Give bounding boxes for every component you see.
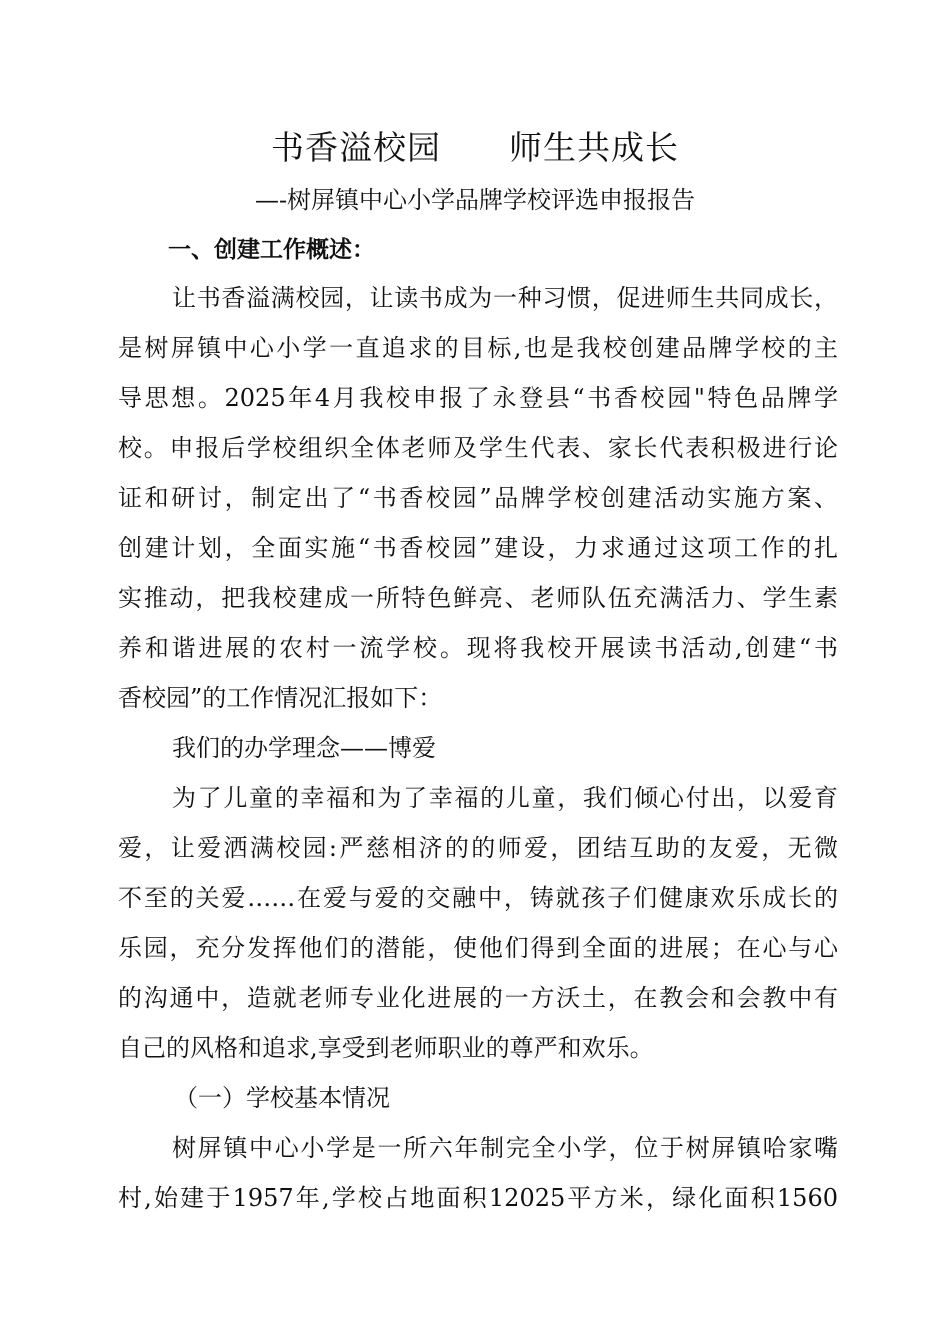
paragraph-line: 的沟通中，造就老师专业化进展的一方沃土，在教会和会教中有 (118, 984, 838, 1012)
paragraph-line: 自己的风格和追求,享受到老师职业的尊严和欢乐。 (118, 1034, 654, 1062)
paragraph-line: 导思想。2025年4月我校申报了永登县“书香校园"特色品牌学 (118, 384, 838, 412)
paragraph-line: 实推动，把我校建成一所特色鲜亮、老师队伍充满活力、学生素 (118, 584, 838, 612)
paragraph-line: 是树屏镇中心小学一直追求的目标,也是我校创建品牌学校的主 (118, 334, 838, 362)
paragraph-line: 乐园，充分发挥他们的潜能，使他们得到全面的进展；在心与心 (118, 934, 838, 962)
paragraph-line: 香校园”的工作情况汇报如下： (118, 684, 443, 712)
document-subtitle: —-树屏镇中心小学品牌学校评选申报报告 (254, 186, 696, 214)
paragraph-line: 校。申报后学校组织全体老师及学生代表、家长代表积极进行论 (118, 434, 838, 462)
paragraph-line: 让书香溢满校园，让读书成为一种习惯，促进师生共同成长， (172, 284, 838, 312)
paragraph-line: 创建计划，全面实施“书香校园”建设，力求通过这项工作的扎 (118, 534, 838, 562)
paragraph-line: 为了儿童的幸福和为了幸福的儿童，我们倾心付出，以爱育 (172, 784, 838, 812)
paragraph-line: 树屏镇中心小学是一所六年制完全小学，位于树屏镇哈家嘴 (172, 1134, 838, 1162)
paragraph-line: 证和研讨，制定出了“书香校园”品牌学校创建活动实施方案、 (118, 484, 838, 512)
subsection-line: 我们的办学理念——博爱 (172, 734, 436, 762)
subsection-heading: （一）学校基本情况 (174, 1084, 390, 1112)
paragraph-line: 爱，让爱洒满校园:严慈相济的的师爱，团结互助的友爱，无微 (118, 834, 838, 862)
document-title: 书香溢校园 师生共成长 (271, 128, 679, 167)
paragraph-line: 村,始建于1957年,学校占地面积12025平方米，绿化面积1560 (118, 1184, 838, 1212)
paragraph-line: 养和谐进展的农村一流学校。现将我校开展读书活动,创建“书 (118, 634, 838, 662)
section-heading: 一、创建工作概述： (168, 237, 375, 263)
paragraph-line: 不至的关爱……在爱与爱的交融中，铸就孩子们健康欢乐成长的 (118, 884, 838, 912)
